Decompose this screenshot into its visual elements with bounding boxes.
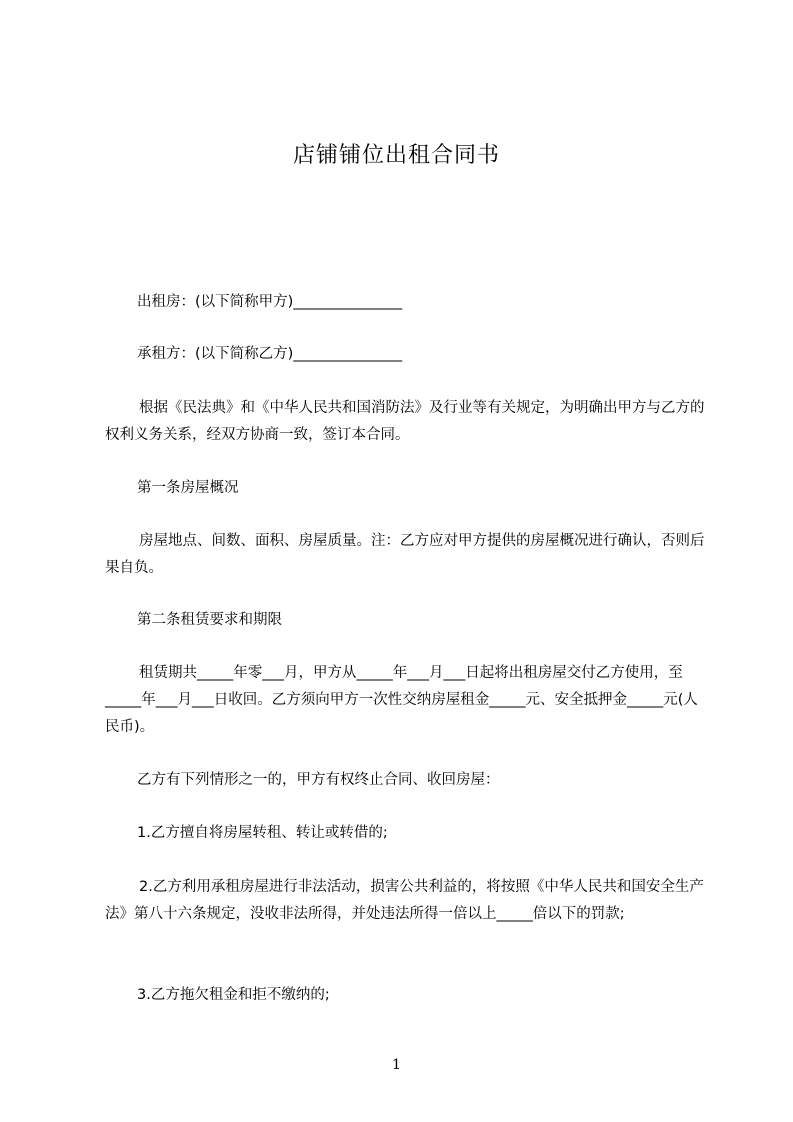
article2-heading: 第二条租赁要求和期限 [137,612,282,628]
termination-intro: 乙方有下列情形之一的，甲方有权终止合同、收回房屋： [137,772,500,788]
clause-1: 1.乙方擅自将房屋转租、转让或转借的; [137,825,388,841]
clause-3: 3.乙方拖欠租金和拒不缴纳的; [137,987,330,1003]
article1-body: 房屋地点、间数、面积、房屋质量。注：乙方应对甲方提供的房屋概况进行确认，否则后果自负。 [105,533,705,576]
article1-heading: 第一条房屋概况 [137,480,239,496]
lessor-line: 出租房：(以下简称甲方)_______________ [137,294,403,310]
clause-2: 2.乙方利用承租房屋进行非法活动，损害公共利益的，将按照《中华人民共和国安全生产法》第八十六条规定，没收非法所得，并处违法所得一倍以上_____倍以下的罚款; [105,879,704,922]
lessee-line: 承租方：(以下简称乙方)_______________ [137,346,403,362]
preamble-paragraph: 根据《民法典》和《中华人民共和国消防法》及行业等有关规定，为明确出甲方与乙方的权利义务关系，经双方协商一致，签订本合同。 [105,400,705,443]
document-title: 店铺铺位出租合同书 [292,143,500,168]
article2-body: 租赁期共_____年零___月，甲方从_____年___月___日起将出租房屋交付乙方使用，至_____年___月___日收回。乙方须向甲方一次性交纳房屋租金_____元、安全抵押金_____元(人民币)。 [105,665,698,735]
page-number: 1 [392,1057,401,1073]
